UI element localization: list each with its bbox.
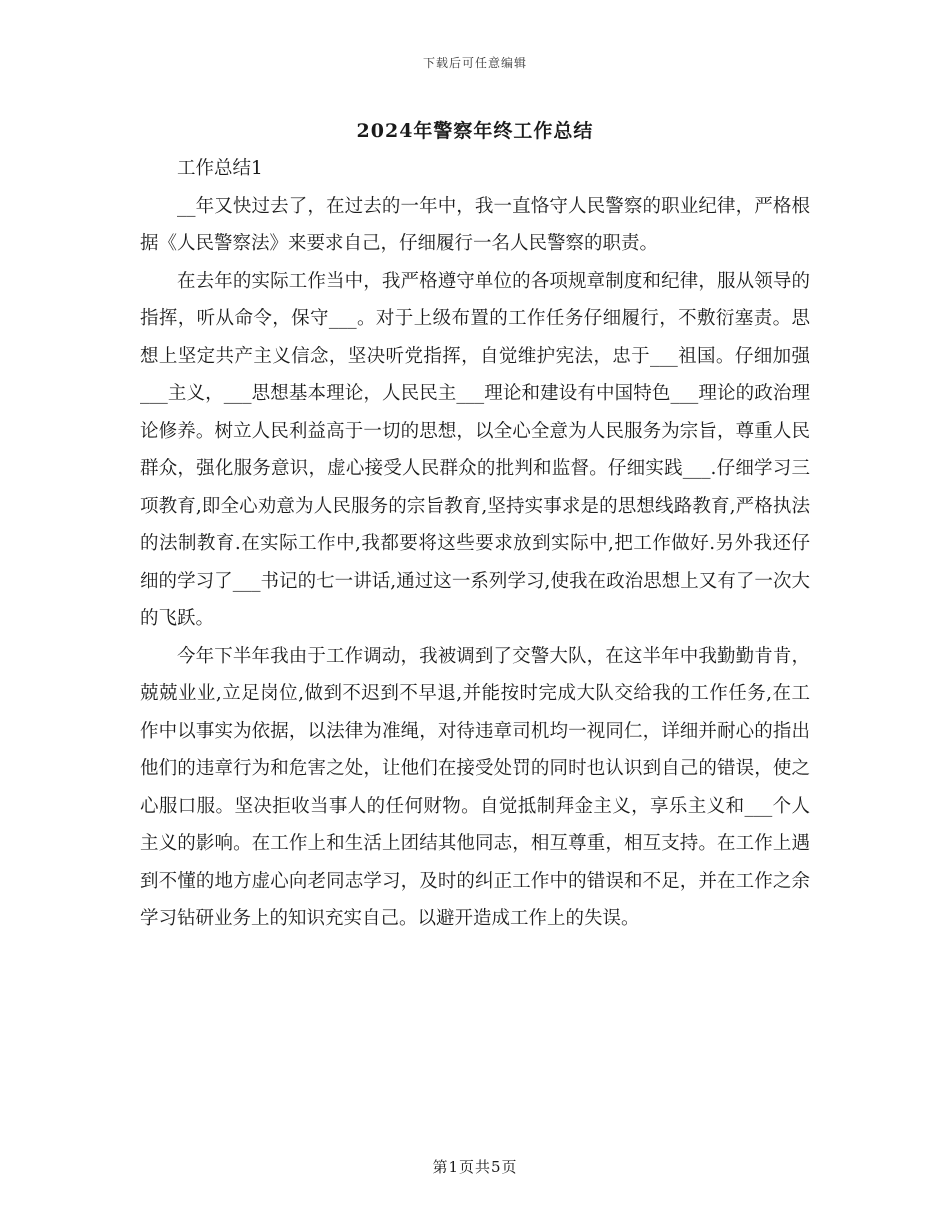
document-body xyxy=(140,150,810,938)
paragraph-2: 在去年的实际工作当中，我严格遵守单位的各项规章制度和纪律，服从领导的指挥，听从命令，保守___。对于上级布置的工作任务仔细履行，不敷衍塞责。思想上坚定共产主义信念，坚决听党指挥，自觉维护宪法，忠于___祖国。仔细加强___主义，___思想基本理论，人民民主___理论和建设有中国特色___理论的政治理论修养。树立人民利益高于一切的思想，以全心全意为人民服务为宗旨，尊重人民群众，强化服务意识，虚心接受人民群众的批判和监督。仔细实践___.仔细学习三项教育,即全心劝意为人民服务的宗旨教育,坚持实事求是的思想线路教育,严格执法的法制教育.在实际工作中,我都要将这些要求放到实际中,把工作做好.另外我还仔细的学习了___书记的七一讲话,通过这一系列学习,使我在政治思想上又有了一次大的飞跃。 xyxy=(140,270,810,629)
header-note: 下载后可任意编辑 xyxy=(422,56,527,70)
page-indicator: 第1页共5页 xyxy=(432,1158,518,1176)
paragraph-1: __年又快过去了，在过去的一年中，我一直恪守人民警察的职业纪律，严格根据《人民警察法》来要求自己，仔细履行一名人民警察的职责。 xyxy=(140,195,810,254)
section-heading: 工作总结1 xyxy=(177,158,263,179)
paragraph-3: 今年下半年我由于工作调动，我被调到了交警大队，在这半年中我勤勤肯肯，兢兢业业,立足岗位,做到不迟到不早退,并能按时完成大队交给我的工作任务,在工作中以事实为依据，以法律为准绳，对待违章司机均一视同仁，详细并耐心的指出他们的违章行为和危害之处，让他们在接受处罚的同时也认识到自己的错误，使之心服口服。坚决拒收当事人的任何财物。自觉抵制拜金主义，享乐主义和___个人主义的影响。在工作上和生活上团结其他同志，相互尊重，相互支持。在工作上遇到不懂的地方虚心向老同志学习，及时的纠正工作中的错误和不足，并在工作之余学习钻研业务上的知识充实自己。以避开造成工作上的失误。 xyxy=(140,645,810,929)
document-title: 2024年警察年终工作总结 xyxy=(356,120,594,142)
